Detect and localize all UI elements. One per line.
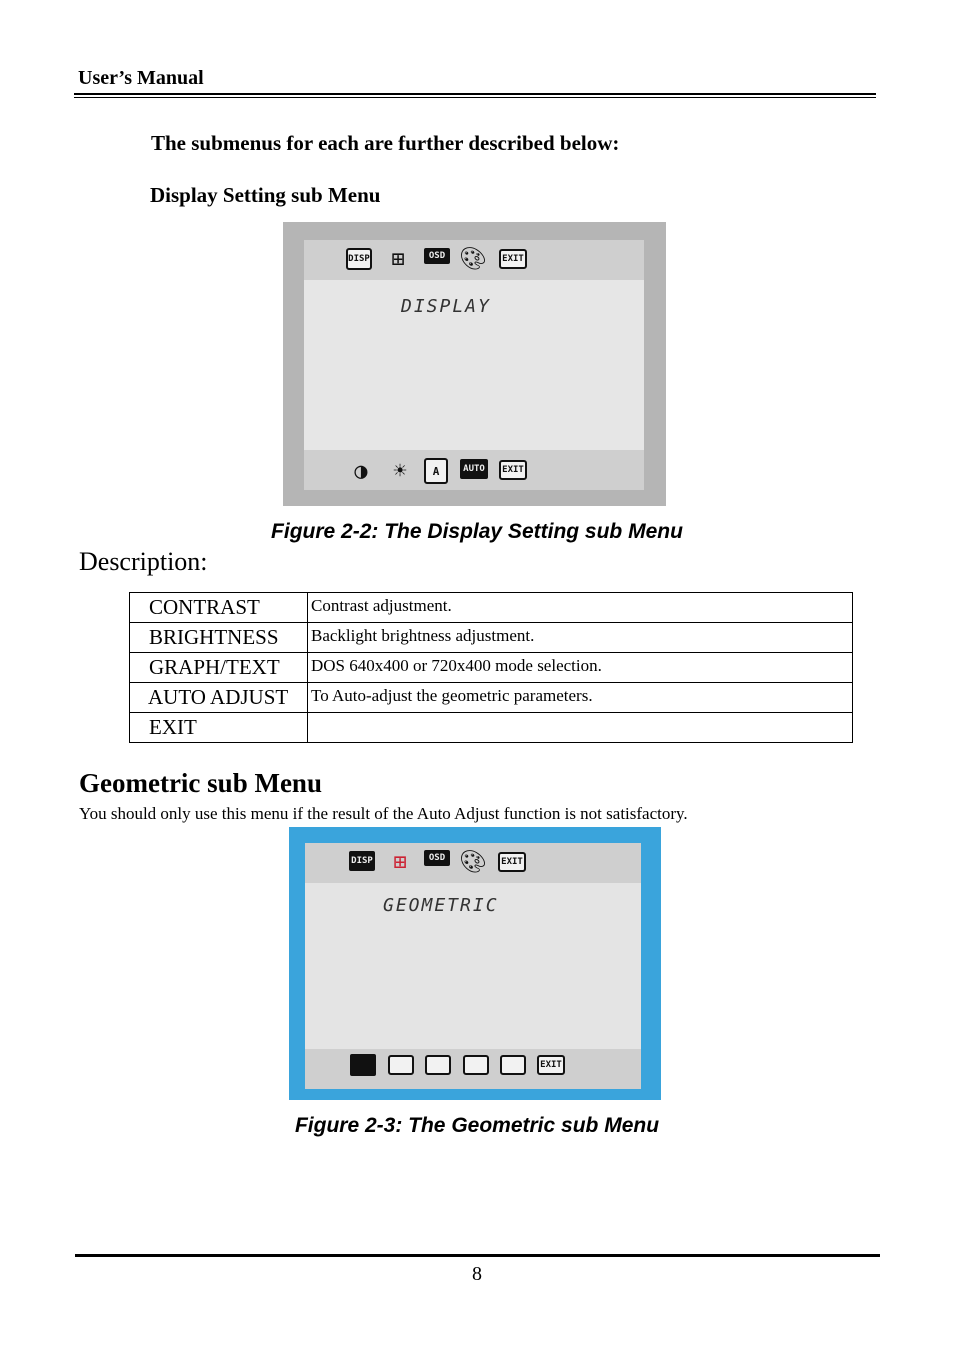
item-description: Backlight brightness adjustment. — [308, 623, 853, 653]
item-name: CONTRAST — [130, 593, 308, 623]
osd-menu-title: GEOMETRIC — [383, 895, 499, 916]
display-monitor-icon: DISP — [349, 851, 375, 871]
display-monitor-icon: DISP — [346, 248, 372, 270]
h-position-icon — [463, 1055, 489, 1075]
auto-geometric-icon — [350, 1054, 376, 1076]
color-palette-icon: 🎨︎ — [459, 246, 487, 272]
header-rule-thin — [74, 97, 876, 98]
item-description: To Auto-adjust the geometric parameters. — [308, 683, 853, 713]
description-label: Description: — [79, 547, 208, 576]
osd-settings-icon: OSD — [424, 248, 450, 264]
geometric-position-icon: ⊞ — [393, 849, 407, 875]
osd-screen — [305, 843, 641, 1089]
exit-icon: EXIT — [498, 852, 526, 872]
geometric-osd-screenshot — [289, 827, 661, 1100]
intro-text: The submenus for each are further described below: — [151, 131, 620, 155]
footer-rule — [75, 1254, 880, 1257]
table-row — [130, 683, 853, 713]
item-name: EXIT — [130, 713, 308, 743]
contrast-icon: ◑ — [354, 458, 368, 484]
running-header: User’s Manual — [78, 67, 204, 89]
table-row — [130, 593, 853, 623]
osd-menu-title: DISPLAY — [401, 296, 491, 317]
display-section-heading: Display Setting sub Menu — [150, 183, 381, 207]
exit-icon: EXIT — [499, 249, 527, 269]
item-description — [308, 713, 853, 743]
brightness-icon: ☀︎ — [393, 458, 407, 484]
auto-adjust-icon: AUTO — [460, 459, 488, 479]
item-description: DOS 640x400 or 720x400 mode selection. — [308, 653, 853, 683]
figure-caption: Figure 2-3: The Geometric sub Menu — [294, 1114, 660, 1137]
geometric-position-icon: ⊞ — [391, 246, 405, 272]
table-row — [130, 623, 853, 653]
exit-icon: EXIT — [537, 1055, 565, 1075]
item-description: Contrast adjustment. — [308, 593, 853, 623]
header-rule — [74, 93, 876, 95]
figure-caption: Figure 2-2: The Display Setting sub Menu — [271, 520, 683, 543]
color-palette-icon: 🎨︎ — [459, 849, 487, 875]
clock-icon — [388, 1055, 414, 1075]
osd-settings-icon: OSD — [424, 850, 450, 866]
page-number: 8 — [472, 1263, 482, 1285]
graph-text-icon: A — [424, 458, 448, 484]
phase-icon — [425, 1055, 451, 1075]
item-name: GRAPH/TEXT — [130, 653, 308, 683]
item-name: AUTO ADJUST — [130, 683, 308, 713]
table-row — [130, 653, 853, 683]
display-osd-screenshot — [283, 222, 666, 506]
geometric-section-text: You should only use this menu if the result of the Auto Adjust function is not satisfactory. — [79, 804, 688, 823]
geometric-section-heading: Geometric sub Menu — [79, 768, 322, 798]
osd-screen — [304, 240, 644, 490]
exit-icon: EXIT — [499, 460, 527, 480]
description-table — [129, 592, 853, 743]
item-name: BRIGHTNESS — [130, 623, 308, 653]
table-row — [130, 713, 853, 743]
v-position-icon — [500, 1055, 526, 1075]
